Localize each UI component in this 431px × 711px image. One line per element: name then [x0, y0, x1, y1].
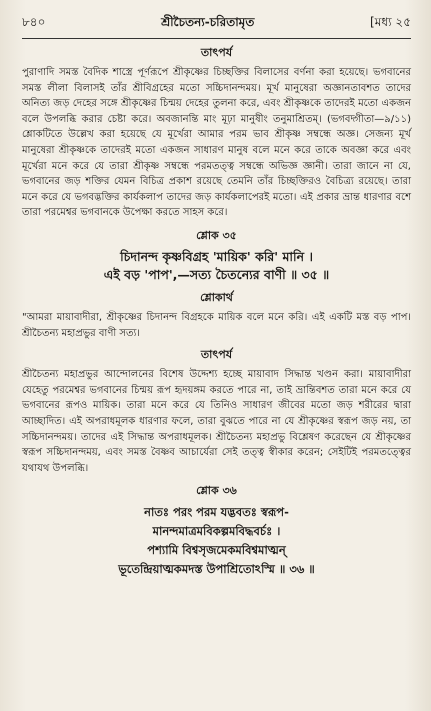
running-title: শ্রীচৈতন্য-চরিতামৃত	[161, 15, 255, 29]
verse-35-line-1: চিদানন্দ কৃষ্ণবিগ্রহ 'মায়িক' করি' মানি ।	[120, 248, 313, 264]
verse-36-line-4: ভূতেন্দ্রিয়াত্মকমদস্ত উপাশ্রিতোঽস্মি ॥ ৩৬ ॥	[118, 562, 315, 577]
verse-35-heading: শ্লোক ৩৫	[196, 228, 237, 242]
verse-36-line-1: নাতঃ পরং পরম যদ্ভবতঃ স্বরূপ-	[144, 505, 289, 520]
verse-36-heading: শ্লোক ৩৬	[196, 484, 237, 498]
translation-heading: শ্লোকার্থ	[200, 290, 233, 304]
verse-35-line-2: এই বড় 'পাপ',—সত্য চৈতন্যের বাণী ॥ ৩৫ ॥	[103, 266, 330, 282]
purport-2-heading: তাৎপর্য	[200, 348, 233, 362]
section-marker: [মধ্য ২৫	[370, 15, 411, 29]
purport-2-text: শ্রীচৈতন্য মহাপ্রভুর আন্দোলনের বিশেষ উদ্দেশ্য হচ্ছে মায়াবাদ সিদ্ধান্ত খণ্ডন করা। মায়াবাদীরা যেহেতু পরমেশ্বর ভগবানের চিন্ময় রূপ হৃদয়ঙ্গম করতে পারে না, তাই ভ্রান্তিবশত তারা মনে করে যে ভগবানের রূপও মায়িক। তারা মনে করে যে তিনিও সাধারণ জীবের মতো জড় শরীরের দ্বারা আচ্ছাদিত। এই অপরাধমূলক ধারণার ফলে, তারা বুঝতে পারে না যে শ্রীকৃষ্ণের স্বরূপ জড় নয়, তা সচ্চিদানন্দময়। তাদের এই সিদ্ধান্ত অপরাধমূলক। শ্রীচৈতন্য মহাপ্রভু বিশ্লেষণ করেছেন যে শ্রীকৃষ্ণের স্বরূপ সচ্চিদানন্দময়, এবং সমস্ত বৈষ্ণব আচার্যেরা সেই তত্ত্ব স্বীকার করেন; সেইটিই পরমতত্ত্বের যথাযথ উপলব্ধি।	[22, 369, 411, 474]
translation-text: "আমরা মায়াবাদীরা, শ্রীকৃষ্ণের চিদানন্দ বিগ্রহকে মায়িক বলে মনে করি। এই একটি মস্ত বড় পাপ। শ্রীচৈতন্য মহাপ্রভুর বাণী সত্য।	[22, 311, 411, 339]
page-number: ৮৪০	[22, 15, 46, 29]
purport-heading: তাৎপর্য	[200, 46, 233, 59]
verse-36-line-3: পশ্যামি বিশ্বসৃজমেকমবিশ্বমাত্মন্	[147, 543, 286, 558]
page-header	[22, 14, 411, 39]
verse-36-line-2: মানন্দমাত্রমবিকল্পমবিদ্ধবর্চঃ ।	[152, 524, 281, 539]
purport-text: পুরাণাদি সমস্ত বৈদিক শাস্ত্রে পূর্ণরূপে শ্রীকৃষ্ণের চিচ্ছক্তির বিলাসের বর্ণনা করা হয়েছে। ভগবানের সমস্ত লীলা বিলাসই তাঁর শ্রীবিগ্রহের মতো সচ্চিদানন্দময়। মূর্খ মানুষেরা অজ্ঞানতাবশত তাদের অনিত্য জড় দেহের সঙ্গে শ্রীকৃষ্ণের চিন্ময় দেহের তুলনা করে, এবং শ্রীকৃষ্ণকে তাদেরই মতো একজন বলে উপলব্ধি করার চেষ্টা করে। অবজানন্তি মাং মূঢ়া মানুষীং তনুমাশ্রিতম্। (ভগবদ্গীতা—৯/১১) শ্লোকটিতে উল্লেখ করা হয়েছে যে মূর্খেরা আমার পরম ভাব শ্রীকৃষ্ণ সম্বন্ধে অজ্ঞ। সেজন্য মূর্খ মানুষেরা শ্রীকৃষ্ণকে তাদেরই মতো একজন সাধারণ মানুষ বলে মনে করে তাকে অবজ্ঞা করে এবং মূর্খেরা মনে করে যে তারা শ্রীকৃষ্ণ সম্বন্ধে পরমতত্ত্ব সম্বন্ধে অভিজ্ঞ জ্ঞানী। তারা জানে না যে, ভগবানের জড় শক্তির যেমন বিচিত্র প্রকাশ রয়েছে তেমনি তাঁর চিচ্ছক্তিরও বৈচিত্র্য রয়েছে। তারা মনে করে যে ভগবদ্ভক্তির কার্যকলাপ তাদের জড় কার্যকলাপেরই মতো। এই প্রকার ভ্রান্ত ধারণার বশে তারা পরমেশ্বর ভগবানকে উপেক্ষা করতে সাহস করে।	[22, 67, 411, 219]
